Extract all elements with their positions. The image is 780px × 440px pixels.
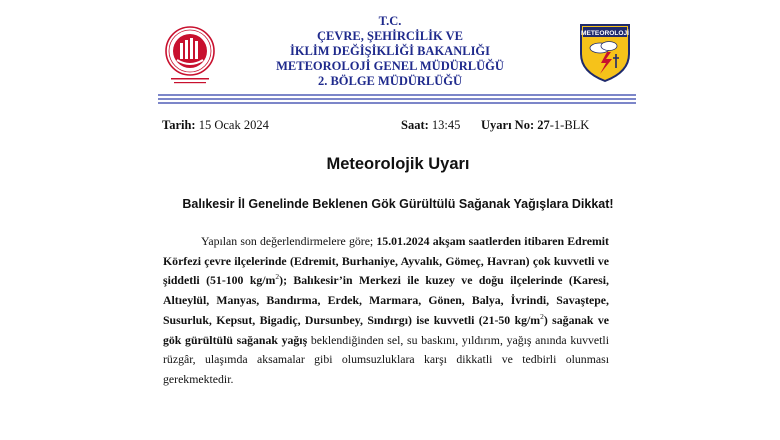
warning-number-label: Uyarı No: <box>481 118 535 132</box>
warning-number-main: 27 <box>537 118 550 132</box>
date-value: 15 Ocak 2024 <box>198 118 269 132</box>
warning-body <box>163 232 609 390</box>
page-title: Meteorolojik Uyarı <box>326 155 470 173</box>
time-label: Saat: <box>401 118 429 132</box>
org-line-directorate: METEOROLOJİ GENEL MÜDÜRLÜĞÜ <box>276 59 504 73</box>
warning-number-suffix: -1-BLK <box>549 118 590 132</box>
body-edremit-warning: 15.01.2024 akşam saatlerden itibaren Edremit Körfezi çevre ilçelerinde (Edremit, Burhaniye, Ayvalık, Gömeç, Havran) çok kuvvetli ve şiddetli (51-100 kg/m <box>163 234 609 288</box>
date-field <box>162 118 269 133</box>
page-subtitle: Balıkesir İl Genelinde Beklenen Gök Gürültülü Sağanak Yağışlara Dikkat! <box>182 197 614 211</box>
header-divider <box>158 94 636 106</box>
body-precautions: beklendiğinden sel, su baskını, yıldırım, yağış anında kuvvetli rüzgâr, ulaşımda aksamalar gibi olumsuzluklara karşı dikkatli ve tedbirli olunması gerekmektedir. <box>163 332 609 386</box>
date-label: Tarih: <box>162 118 196 132</box>
time-field <box>401 118 460 133</box>
body-unit-superscript-1: 2 <box>275 272 280 282</box>
warning-paragraph <box>163 232 609 390</box>
org-line-ministry-2: İKLİM DEĞİŞİKLİĞİ BAKANLIĞI <box>289 44 491 58</box>
meteoroloji-logo-text: METEOROLOJİ <box>581 30 629 37</box>
meteoroloji-shield-icon <box>578 22 632 84</box>
org-line-region: 2. BÖLGE MÜDÜRLÜĞÜ <box>317 74 463 88</box>
organization-header <box>230 14 550 89</box>
ministry-emblem-icon <box>163 24 217 88</box>
org-line-ministry-1: ÇEVRE, ŞEHİRCİLİK VE <box>317 29 463 43</box>
body-unit-superscript-2: 2 <box>540 311 544 321</box>
warning-number-field <box>481 118 589 133</box>
time-value: 13:45 <box>431 118 461 132</box>
body-central-warning: ); Balıkesir’in Merkezi ile kuzey ve doğu ilçelerinde (Karesi, Altıeylül, Manyas, Bandırma, Erdek, Marmara, Gönen, Balya, İvrindi, Savaştepe, Susurluk, Kepsut, Bigadiç, Dursunbey, Sındırgı) ise kuvvetli (21-50 kg/m <box>163 273 609 327</box>
body-rain-type: ) sağanak ve gök gürültülü sağanak yağış <box>163 312 609 347</box>
body-intro: Yapılan son değerlendirmelere göre; <box>201 234 377 248</box>
org-line-tc: T.C. <box>378 14 402 28</box>
